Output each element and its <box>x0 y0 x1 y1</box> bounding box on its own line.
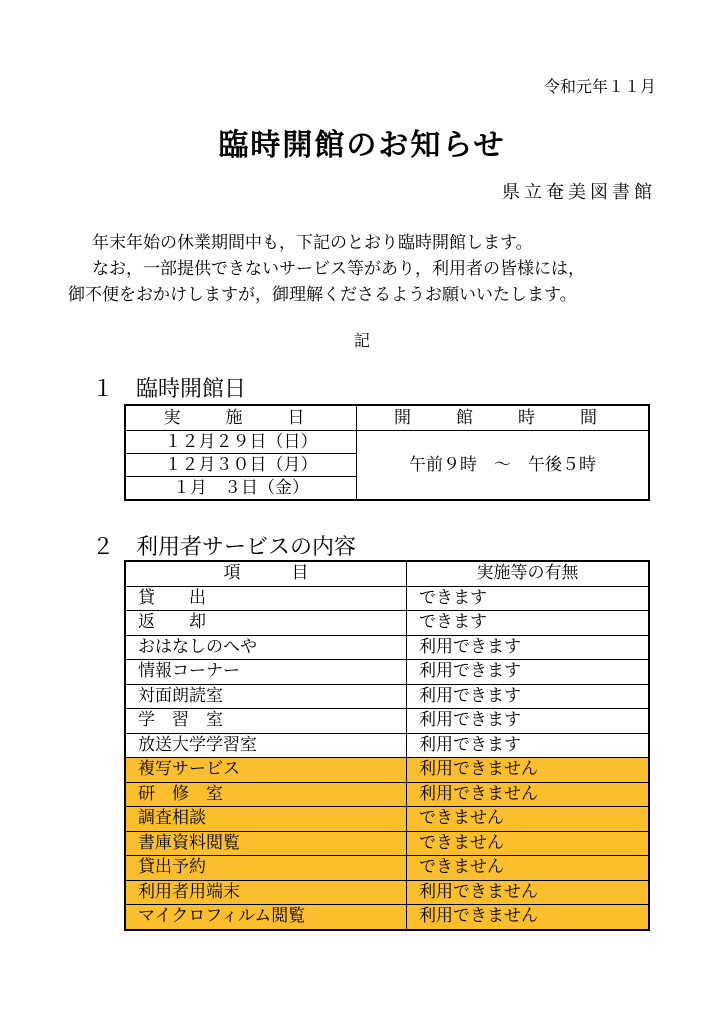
date-cell: １２月３０日（月） <box>125 454 357 477</box>
col-dates-header: 実 施 日 <box>125 405 357 431</box>
service-status-cell: できます <box>407 586 650 611</box>
section1-heading: １ 臨時開館日 <box>92 377 247 402</box>
col-item-header: 項 目 <box>125 561 407 586</box>
intro-line-3: 御不便をおかけしますが，御理解くださるようお願いいたします。 <box>68 285 577 305</box>
table-row <box>125 709 649 734</box>
table-row <box>125 856 649 881</box>
table-row <box>125 831 649 856</box>
opening-dates-table <box>124 404 650 501</box>
ki-marker: 記 <box>353 331 370 350</box>
table-row <box>125 635 649 660</box>
date-cell: １月 ３日（金） <box>125 477 357 501</box>
service-status-cell: 利用できます <box>407 684 650 709</box>
service-item-cell: 調査相談 <box>125 807 407 832</box>
table-row <box>125 880 649 905</box>
service-item-cell: 対面朗読室 <box>125 684 407 709</box>
services-table <box>124 560 650 931</box>
service-status-cell: 利用できます <box>407 733 650 758</box>
hours-cell: 午前９時 ～ 午後５時 <box>357 431 650 501</box>
service-status-cell: できません <box>407 831 650 856</box>
page-title: 臨時開館のお知らせ <box>218 128 506 163</box>
service-status-cell: 利用できません <box>407 905 650 930</box>
service-item-cell: 放送大学学習室 <box>125 733 407 758</box>
section2-heading: ２ 利用者サービスの内容 <box>92 535 357 560</box>
service-item-cell: 貸出予約 <box>125 856 407 881</box>
service-status-cell: できません <box>407 856 650 881</box>
intro-line-1: 年末年始の休業期間中も，下記のとおり臨時開館します。 <box>92 233 533 253</box>
table-row <box>125 586 649 611</box>
table-row <box>125 660 649 685</box>
service-item-cell: 返 却 <box>125 611 407 636</box>
service-item-cell: 情報コーナー <box>125 660 407 685</box>
col-status-header: 実施等の有無 <box>407 561 650 586</box>
date-cell: １２月２９日（日） <box>125 431 357 454</box>
service-item-cell: 研 修 室 <box>125 782 407 807</box>
table-row <box>125 758 649 783</box>
service-item-cell: 複写サービス <box>125 758 407 783</box>
service-status-cell: 利用できます <box>407 709 650 734</box>
table-header-row <box>125 405 649 431</box>
service-item-cell: 学 習 室 <box>125 709 407 734</box>
table-row <box>125 782 649 807</box>
service-item-cell: マイクロフィルム閲覧 <box>125 905 407 930</box>
service-status-cell: 利用できます <box>407 660 650 685</box>
table-row <box>125 684 649 709</box>
table-row <box>125 905 649 930</box>
intro-line-2: なお，一部提供できないサービス等があり，利用者の皆様には， <box>92 259 585 279</box>
table-row <box>125 431 649 454</box>
service-item-cell: 貸 出 <box>125 586 407 611</box>
service-status-cell: 利用できません <box>407 758 650 783</box>
service-status-cell: 利用できます <box>407 635 650 660</box>
service-item-cell: 利用者用端末 <box>125 880 407 905</box>
col-hours-header: 開 館 時 間 <box>357 405 650 431</box>
service-item-cell: 書庫資料閲覧 <box>125 831 407 856</box>
services-table-body <box>125 586 649 930</box>
table-header-row <box>125 561 649 586</box>
table-row <box>125 807 649 832</box>
service-status-cell: 利用できません <box>407 880 650 905</box>
notice-date: 令和元年１１月 <box>543 77 656 96</box>
service-status-cell: できます <box>407 611 650 636</box>
service-status-cell: 利用できません <box>407 782 650 807</box>
organization-name: 県立奄美図書館 <box>502 182 656 203</box>
service-status-cell: できません <box>407 807 650 832</box>
table-row <box>125 611 649 636</box>
service-item-cell: おはなしのへや <box>125 635 407 660</box>
table-row <box>125 733 649 758</box>
